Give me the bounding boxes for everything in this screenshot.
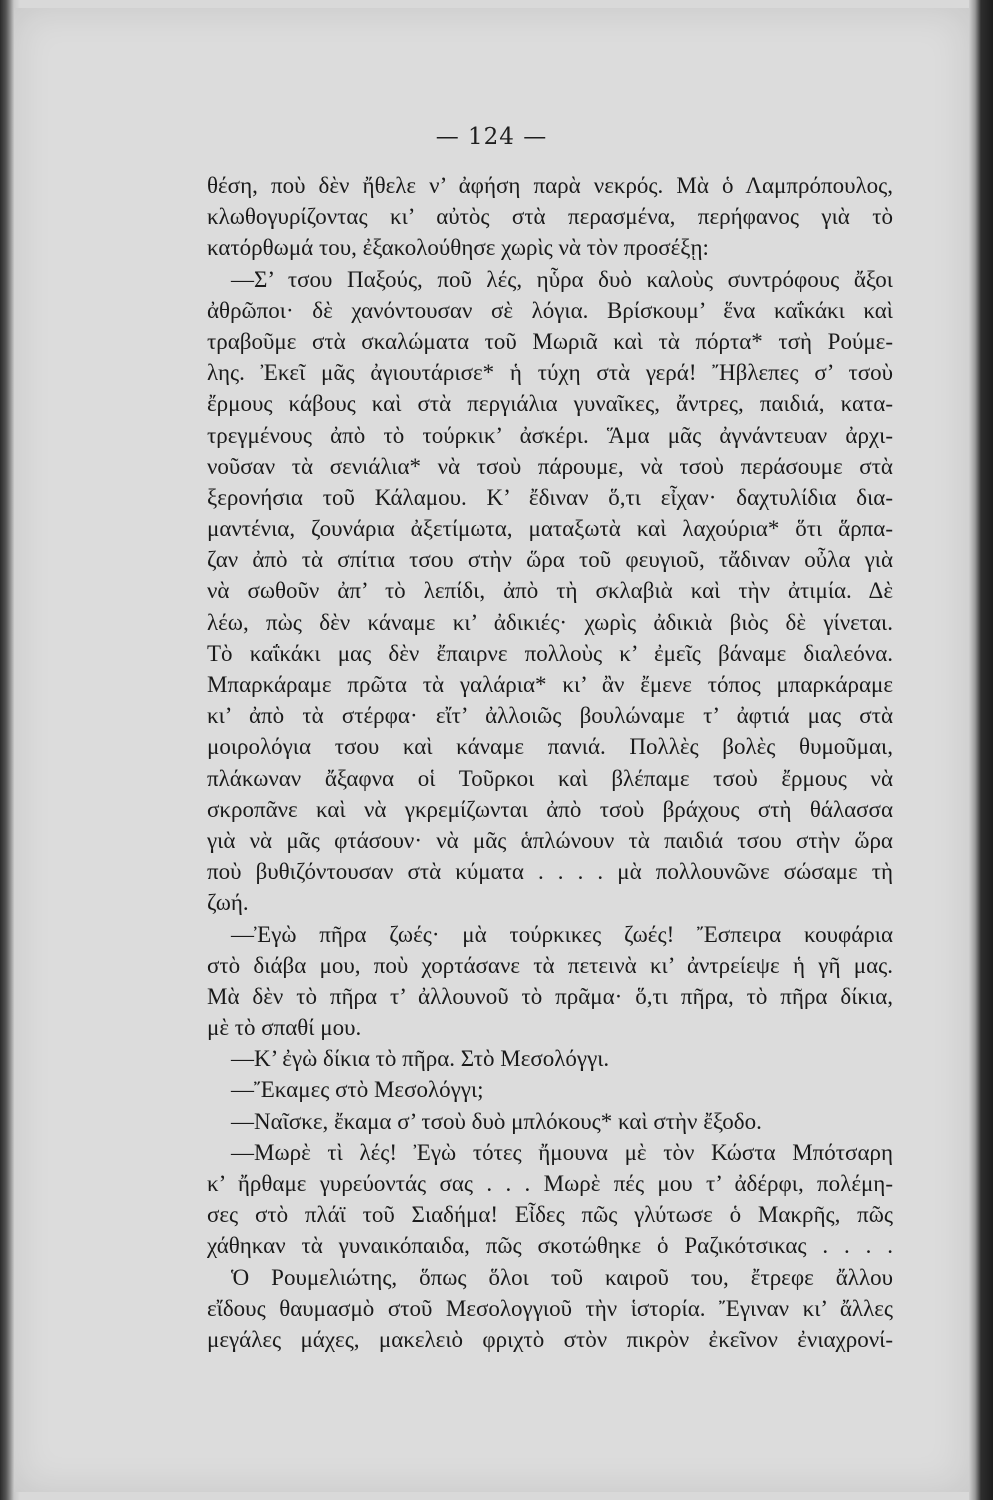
text-line: κι’ ἀπὸ τὰ στέρφα· εἴτ’ ἀλλοιῶς βουλώναμε τ’ ἀφτιά μας στὰ xyxy=(207,703,893,729)
text-line: Τὸ καΐκάκι μας δὲν ἔπαιρνε πολλοὺς κ’ ἐμεῖς βάναμε διαλεόνα. xyxy=(207,640,893,666)
text-line: τραβοῦμε στὰ σκαλώματα τοῦ Μωριᾶ καὶ τὰ πόρτα* τσὴ Ρούμε- xyxy=(207,328,893,354)
text-line: ἀθρῶποι· δὲ χανόντουσαν σὲ λόγια. Βρίσκουμ’ ἕνα καΐκάκι καὶ xyxy=(207,297,893,323)
page-number: — 124 — xyxy=(435,124,548,150)
text-line: —Κ’ ἐγὼ δίκια τὸ πῆρα. Στὸ Μεσολόγγι. xyxy=(231,1046,610,1072)
text-line: πλάκωναν ἄξαφνα οἱ Τοῦρκοι καὶ βλέπαμε τσοὺ ἔρμους νὰ xyxy=(207,765,893,791)
text-line: ζωή. xyxy=(207,890,249,916)
text-line: ξερονήσια τοῦ Κάλαμου. Κ’ ἔδιναν ὅ,τι εἶχαν· δαχτυλίδια δια- xyxy=(207,484,893,510)
text-line: κατόρθωμά του, ἐξακολούθησε χωρὶς νὰ τὸν προσέξῃ: xyxy=(207,235,709,261)
text-line: χάθηκαν τὰ γυναικόπαιδα, πῶς σκοτώθηκε ὁ Ραζικότσικας . . . . xyxy=(207,1233,893,1259)
text-line: σκροπᾶνε καὶ νὰ γκρεμίζωνται ἀπὸ τσοὺ βράχους στὴ θάλασσα xyxy=(207,796,893,822)
text-line: Μὰ δὲν τὸ πῆρα τ’ ἀλλουνοῦ τὸ πρᾶμα· ὅ,τι πῆρα, τὸ πῆρα δίκια, xyxy=(207,983,893,1009)
text-line: μαντένια, ζουνάρια ἀξετίμωτα, ματαξωτὰ καὶ λαχούρια* ὅτι ἅρπα- xyxy=(207,516,893,542)
text-line: στὸ διάβα μου, ποὺ χορτάσανε τὰ πετεινὰ κι’ ἀντρείεψε ἡ γῆ μας. xyxy=(207,952,893,978)
text-line: —Ἔκαμες στὸ Μεσολόγγι; xyxy=(231,1077,484,1103)
text-line: Ὁ Ρουμελιώτης, ὅπως ὅλοι τοῦ καιροῦ του, ἔτρεφε ἄλλου xyxy=(231,1264,893,1290)
text-line: —Ἐγὼ πῆρα ζωές· μὰ τούρκικες ζωές! Ἔσπειρα κουφάρια xyxy=(231,921,893,947)
text-line: λης. Ἐκεῖ μᾶς ἀγιουτάρισε* ἡ τύχη στὰ γερά! Ἤβλεπες σ’ τσοὺ xyxy=(207,360,893,386)
scan-edge xyxy=(969,0,993,1500)
text-line: νὰ σωθοῦν ἀπ’ τὸ λεπίδι, ἀπὸ τὴ σκλαβιὰ καὶ τὴν ἀτιμία. Δὲ xyxy=(207,578,893,604)
text-line: ζαν ἀπὸ τὰ σπίτια τσου στὴν ὥρα τοῦ φευγιοῦ, τἄδιναν οὖλα γιὰ xyxy=(207,547,893,573)
text-line: ἔρμους κάβους καὶ στὰ περγιάλια γυναῖκες, ἄντρες, παιδιά, κατα- xyxy=(207,391,893,417)
text-line: εἴδους θαυμασμὸ στοῦ Μεσολογγιοῦ τὴν ἱστορία. Ἔγιναν κι’ ἄλλες xyxy=(207,1295,893,1321)
text-line: σες στὸ πλάϊ τοῦ Σιαδήμα! Εἶδες πῶς γλύτωσε ὁ Μακρῆς, πῶς xyxy=(207,1202,893,1228)
text-line: νοῦσαν τὰ σενιάλια* νὰ τσοὺ πάρουμε, νὰ τσοὺ περάσουμε στὰ xyxy=(207,453,893,479)
text-line: γιὰ νὰ μᾶς φτάσουν· νὰ μᾶς ἁπλώνουν τὰ παιδιά τσου στὴν ὥρα xyxy=(207,827,893,853)
text-line: Μπαρκάραμε πρῶτα τὰ γαλάρια* κι’ ἂν ἔμενε τόπος μπαρκάραμε xyxy=(207,672,893,697)
text-line: —Ναῖσκε, ἔκαμα σ’ τσοὺ δυὸ μπλόκους* καὶ στὴν ἔξοδο. xyxy=(231,1108,762,1134)
text-line: κ’ ἤρθαμε γυρεύοντάς σας . . . Μωρὲ πές μου τ’ ἀδέρφι, πολέμη- xyxy=(207,1171,893,1196)
text-line: θέση, ποὺ δὲν ἤθελε ν’ ἀφήση παρὰ νεκρός. Μὰ ὁ Λαμπρόπουλος, xyxy=(207,173,893,198)
text-line: τρεγμένους ἀπὸ τὸ τούρκικ’ ἀσκέρι. Ἅμα μᾶς ἀγνάντευαν ἀρχι- xyxy=(207,422,893,448)
text-line: —Σ’ τσου Παξούς, ποῦ λές, ηὗρα δυὸ καλοὺς συντρόφους ἄξοι xyxy=(231,266,893,292)
text-line: μεγάλες μάχες, μακελειὸ φριχτὸ στὸν πικρὸν ἐκεῖνον ἐνιαχρονί- xyxy=(207,1326,893,1352)
text-line: μὲ τὸ σπαθί μου. xyxy=(207,1015,362,1041)
text-line: —Μωρὲ τὶ λές! Ἐγὼ τότες ἤμουνα μὲ τὸν Κώστα Μπότσαρη xyxy=(231,1139,893,1165)
text-line: λέω, πὼς δὲν κάναμε κι’ ἀδικιές· χωρὶς ἀδικιὰ βιὸς δὲ γίνεται. xyxy=(207,609,893,635)
text-line: ποὺ βυθιζόντουσαν στὰ κύματα . . . . μὰ πολλουνῶνε σώσαμε τὴ xyxy=(207,859,893,885)
body-text xyxy=(207,170,893,1355)
text-line: κλωθογυρίζοντας κι’ αὐτὸς στὰ περασμένα, περήφανος γιὰ τὸ xyxy=(207,204,893,230)
text-line: μοιρολόγια τσου καὶ κάναμε πανιά. Πολλὲς βολὲς θυμοῦμαι, xyxy=(207,734,893,760)
